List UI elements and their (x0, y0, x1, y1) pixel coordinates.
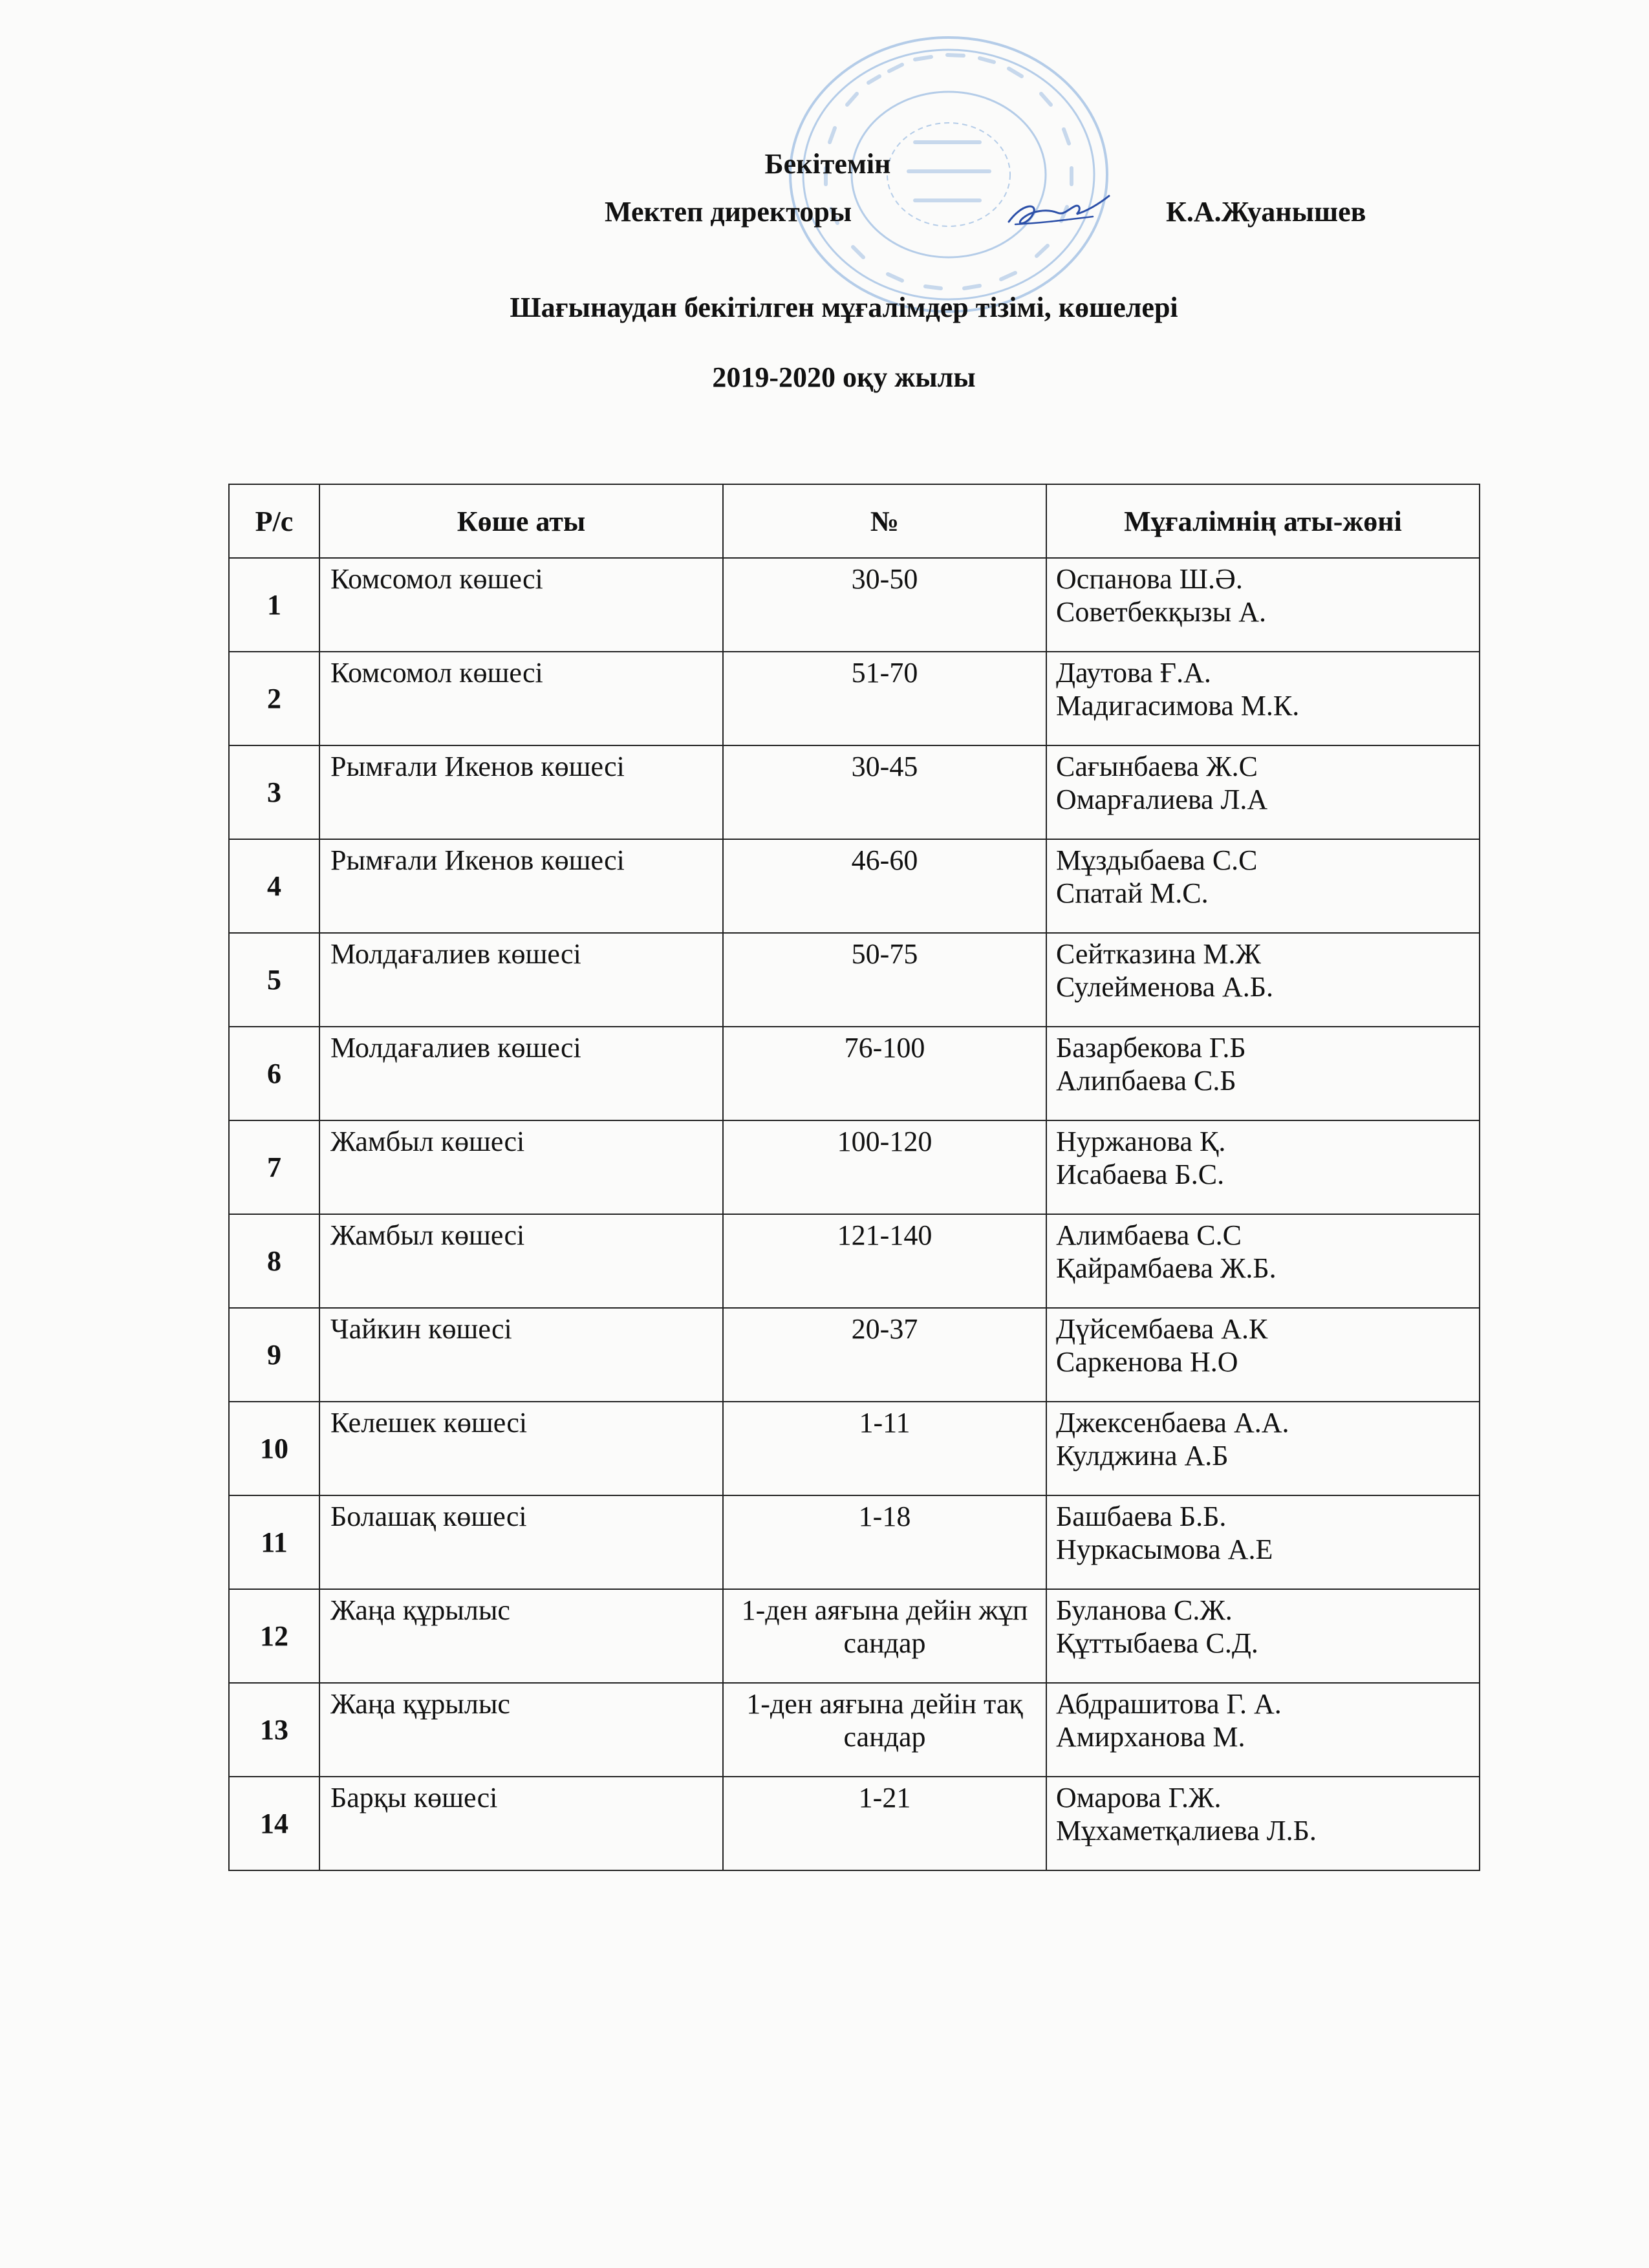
table-row (229, 1683, 1480, 1777)
table-row (229, 1120, 1480, 1214)
street-name: Жамбыл көшесі (319, 1120, 723, 1214)
teacher-name: Советбекқызы А. (1056, 596, 1266, 628)
street-name: Болашақ көшесі (319, 1495, 723, 1589)
street-name: Жаңа құрылыс (319, 1589, 723, 1683)
teacher-name: Спатай М.С. (1056, 877, 1209, 909)
row-number: 13 (229, 1683, 319, 1777)
table-row (229, 1308, 1480, 1402)
teacher-name: Сағынбаева Ж.С (1056, 751, 1258, 782)
row-number: 7 (229, 1120, 319, 1214)
table-row (229, 1402, 1480, 1495)
teacher-name: Қайрамбаева Ж.Б. (1056, 1252, 1277, 1284)
table-row (229, 1495, 1480, 1589)
street-name: Жамбыл көшесі (319, 1214, 723, 1308)
street-name: Рымғали Икенов көшесі (319, 839, 723, 933)
table-row (229, 745, 1480, 839)
teacher-names (1046, 839, 1480, 933)
row-number: 1 (229, 558, 319, 652)
row-number: 3 (229, 745, 319, 839)
row-number: 8 (229, 1214, 319, 1308)
table-row (229, 1214, 1480, 1308)
teachers-streets-table (228, 484, 1480, 1871)
street-name: Жаңа құрылыс (319, 1683, 723, 1777)
table-row (229, 839, 1480, 933)
row-number: 10 (229, 1402, 319, 1495)
teacher-names (1046, 933, 1480, 1027)
row-number: 9 (229, 1308, 319, 1402)
teacher-name: Саркенова Н.О (1056, 1346, 1238, 1378)
table-row (229, 933, 1480, 1027)
teacher-name: Даутова Ғ.А. (1056, 657, 1211, 689)
row-number: 2 (229, 652, 319, 745)
column-header-house-range: № (723, 484, 1046, 558)
house-range: 46-60 (723, 839, 1046, 933)
house-range: 76-100 (723, 1027, 1046, 1120)
table-header-row (229, 484, 1480, 558)
signature (1002, 191, 1112, 236)
director-name: К.А.Жуанышев (1166, 196, 1366, 228)
row-number: 12 (229, 1589, 319, 1683)
table-body (229, 558, 1480, 1870)
teacher-names (1046, 1402, 1480, 1495)
house-range: 20-37 (723, 1308, 1046, 1402)
teacher-names (1046, 1308, 1480, 1402)
house-range: 50-75 (723, 933, 1046, 1027)
house-range: 1-ден аяғына дейін жұп сандар (723, 1589, 1046, 1683)
teacher-name: Башбаева Б.Б. (1056, 1501, 1227, 1532)
teacher-name: Омарова Г.Ж. (1056, 1782, 1222, 1813)
teacher-name: Кулджина А.Б (1056, 1440, 1229, 1471)
teacher-name: Мұздыбаева С.С (1056, 844, 1258, 876)
document-title: Шағынаудан бекітілген мұғалімдер тізімі, көшелері (510, 292, 1178, 323)
teacher-name: Мұхаметқалиева Л.Б. (1056, 1815, 1317, 1846)
row-number: 6 (229, 1027, 319, 1120)
street-name: Молдағалиев көшесі (319, 933, 723, 1027)
teacher-name: Исабаева Б.С. (1056, 1159, 1225, 1190)
house-range: 1-21 (723, 1777, 1046, 1870)
approve-heading: Бекітемін (764, 148, 891, 180)
street-name: Келешек көшесі (319, 1402, 723, 1495)
teacher-names (1046, 1027, 1480, 1120)
teacher-name: Омарғалиева Л.А (1056, 784, 1268, 815)
teacher-names (1046, 745, 1480, 839)
teacher-name: Алипбаева С.Б (1056, 1065, 1236, 1097)
table-row (229, 558, 1480, 652)
column-header-index: Р/с (229, 484, 319, 558)
teacher-name: Дүйсембаева А.К (1056, 1313, 1268, 1345)
teacher-names (1046, 1214, 1480, 1308)
table-row (229, 1589, 1480, 1683)
house-range: 121-140 (723, 1214, 1046, 1308)
street-name: Барқы көшесі (319, 1777, 723, 1870)
teacher-name: Сейтказина М.Ж (1056, 938, 1261, 970)
teacher-name: Абдрашитова Г. А. (1056, 1688, 1282, 1720)
house-range: 51-70 (723, 652, 1046, 745)
teacher-names (1046, 652, 1480, 745)
teacher-name: Мадигасимова М.К. (1056, 690, 1300, 722)
street-name: Молдағалиев көшесі (319, 1027, 723, 1120)
teacher-names (1046, 1120, 1480, 1214)
house-range: 30-45 (723, 745, 1046, 839)
teacher-name: Нуржанова Қ. (1056, 1126, 1226, 1157)
teacher-name: Оспанова Ш.Ә. (1056, 563, 1243, 595)
row-number: 4 (229, 839, 319, 933)
table-row (229, 652, 1480, 745)
teacher-names (1046, 1495, 1480, 1589)
street-name: Комсомол көшесі (319, 652, 723, 745)
house-range: 30-50 (723, 558, 1046, 652)
teacher-names (1046, 1589, 1480, 1683)
street-name: Чайкин көшесі (319, 1308, 723, 1402)
teacher-names (1046, 1683, 1480, 1777)
academic-year: 2019-2020 оқу жылы (712, 361, 976, 393)
teacher-name: Базарбекова Г.Б (1056, 1032, 1246, 1064)
row-number: 11 (229, 1495, 319, 1589)
house-range: 1-18 (723, 1495, 1046, 1589)
teacher-names (1046, 558, 1480, 652)
house-range: 1-11 (723, 1402, 1046, 1495)
house-range: 1-ден аяғына дейін тақ сандар (723, 1683, 1046, 1777)
table-row (229, 1027, 1480, 1120)
teacher-name: Құттыбаева С.Д. (1056, 1627, 1258, 1659)
row-number: 14 (229, 1777, 319, 1870)
teacher-name: Алимбаева С.С (1056, 1219, 1242, 1251)
column-header-teachers: Мұғалімнің аты-жөні (1046, 484, 1480, 558)
director-label: Мектеп директоры (605, 196, 852, 228)
house-range: 100-120 (723, 1120, 1046, 1214)
teacher-names (1046, 1777, 1480, 1870)
teacher-name: Буланова С.Ж. (1056, 1594, 1233, 1626)
teacher-name: Нуркасымова А.Е (1056, 1534, 1273, 1565)
teacher-name: Сулейменова А.Б. (1056, 971, 1274, 1003)
column-header-street: Көше аты (319, 484, 723, 558)
teacher-name: Амирханова М. (1056, 1721, 1245, 1753)
teacher-name: Джексенбаева А.А. (1056, 1407, 1289, 1439)
street-name: Рымғали Икенов көшесі (319, 745, 723, 839)
table-row (229, 1777, 1480, 1870)
street-name: Комсомол көшесі (319, 558, 723, 652)
row-number: 5 (229, 933, 319, 1027)
